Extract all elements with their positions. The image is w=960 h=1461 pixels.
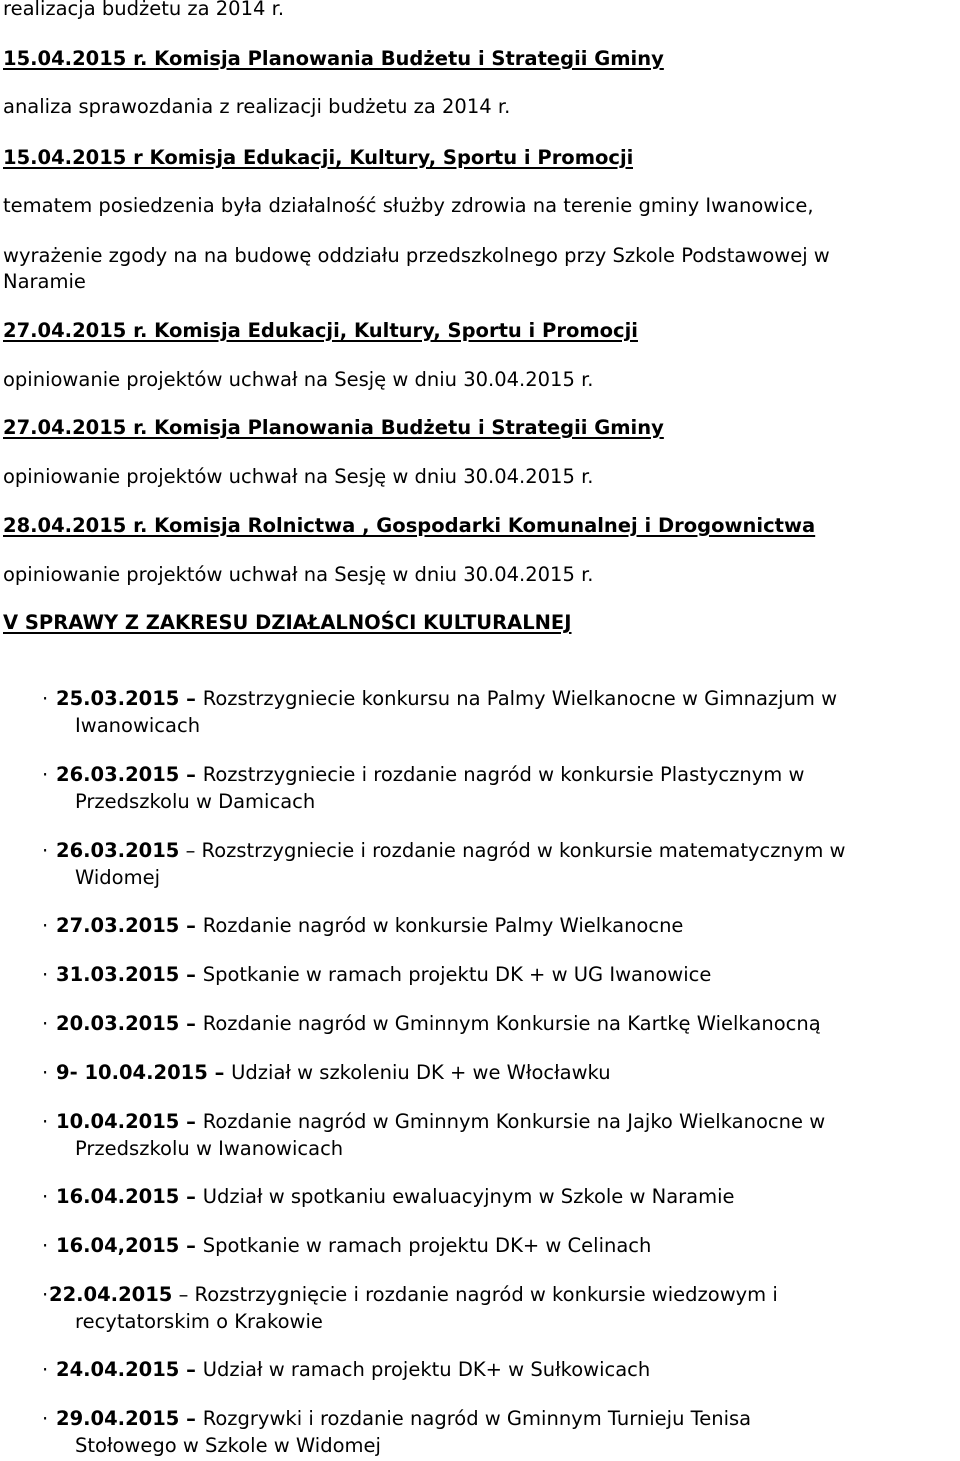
meeting-heading-text: 15.04.2015 r Komisja Edukacji, Kultury, Sportu i Promocji bbox=[3, 146, 634, 169]
event-dash: – bbox=[172, 1283, 195, 1306]
event-date: 29.04.2015 bbox=[56, 1407, 180, 1430]
event-dash: – bbox=[179, 1110, 203, 1133]
event-line bbox=[56, 962, 957, 988]
meeting-description-cont: Naramie bbox=[3, 270, 86, 293]
event-text: Rozdanie nagród w konkursie Palmy Wielkanocne bbox=[202, 914, 684, 937]
list-item bbox=[42, 686, 957, 740]
event-text: Rozstrzygnięcie i rozdanie nagród w konkursie wiedzowym i bbox=[194, 1283, 778, 1306]
event-dash: – bbox=[179, 1407, 203, 1430]
event-text: Spotkanie w ramach projektu DK + w UG Iwanowice bbox=[202, 963, 712, 986]
event-line bbox=[56, 1109, 957, 1135]
list-item bbox=[42, 962, 957, 990]
event-text: Rozdanie nagród w Gminnym Konkursie na Kartkę Wielkanocną bbox=[202, 1012, 821, 1035]
event-dash: – bbox=[179, 1358, 203, 1381]
event-text: Rozstrzygniecie i rozdanie nagród w konkursie matematycznym w bbox=[201, 839, 846, 862]
list-item bbox=[42, 1233, 957, 1261]
meeting-description: analiza sprawozdania z realizacji budżetu za 2014 r. bbox=[3, 95, 511, 118]
event-date: 9- 10.04.2015 bbox=[56, 1061, 208, 1084]
meeting-description: opiniowanie projektów uchwał na Sesję w dniu 30.04.2015 r. bbox=[3, 465, 594, 488]
bullet: · bbox=[42, 963, 49, 986]
event-text: Udział w spotkaniu ewaluacyjnym w Szkole w Naramie bbox=[202, 1185, 735, 1208]
event-line bbox=[56, 762, 957, 788]
event-text-cont: Przedszkolu w Damicach bbox=[75, 790, 316, 813]
bullet: · bbox=[42, 1358, 49, 1381]
event-dash: – bbox=[179, 963, 203, 986]
event-line bbox=[56, 1060, 957, 1086]
list-item bbox=[42, 913, 957, 941]
meeting-heading-budget-commission: 27.04.2015 r. Komisja Planowania Budżetu i Strategii Gminy bbox=[3, 416, 664, 439]
event-text: Spotkanie w ramach projektu DK+ w Celinach bbox=[202, 1234, 652, 1257]
list-item bbox=[42, 1357, 957, 1385]
event-dash: – bbox=[179, 914, 203, 937]
meeting-heading-education-commission: 27.04.2015 r. Komisja Edukacji, Kultury, Sportu i Promocji bbox=[3, 319, 638, 342]
budget-line: realizacja budżetu za 2014 r. bbox=[3, 0, 285, 20]
event-line bbox=[56, 838, 957, 864]
event-line bbox=[56, 1011, 957, 1037]
event-line bbox=[56, 913, 957, 939]
event-line bbox=[49, 1282, 957, 1308]
event-date: 16.04,2015 bbox=[56, 1234, 180, 1257]
event-text: Rozstrzygniecie i rozdanie nagród w konkursie Plastycznym w bbox=[202, 763, 805, 786]
event-line bbox=[56, 1406, 957, 1432]
list-item bbox=[42, 1060, 957, 1088]
event-line bbox=[56, 1233, 957, 1259]
event-text-cont: Przedszkolu w Iwanowicach bbox=[75, 1137, 344, 1160]
bullet: · bbox=[42, 763, 49, 786]
event-dash: – bbox=[207, 1061, 232, 1084]
meeting-heading-agriculture-commission: 28.04.2015 r. Komisja Rolnictwa , Gospodarki Komunalnej i Drogownictwa bbox=[3, 514, 816, 537]
event-text-cont: Iwanowicach bbox=[75, 714, 201, 737]
list-item bbox=[42, 1406, 957, 1460]
event-line bbox=[56, 1184, 957, 1210]
bullet: · bbox=[42, 1407, 49, 1430]
list-item bbox=[42, 1282, 957, 1336]
event-dash: – bbox=[179, 839, 202, 862]
event-line bbox=[56, 686, 957, 712]
event-line bbox=[56, 1357, 957, 1383]
bullet: · bbox=[42, 1061, 49, 1084]
event-date: 16.04.2015 bbox=[56, 1185, 180, 1208]
meeting-description: opiniowanie projektów uchwał na Sesję w dniu 30.04.2015 r. bbox=[3, 563, 594, 586]
event-text-cont: Stołowego w Szkole w Widomej bbox=[75, 1434, 381, 1457]
event-dash: – bbox=[179, 687, 203, 710]
meeting-heading-education-commission bbox=[3, 146, 633, 170]
meeting-description: wyrażenie zgody na na budowę oddziału przedszkolnego przy Szkole Podstawowej w bbox=[3, 244, 830, 267]
section-heading: V SPRAWY Z ZAKRESU DZIAŁALNOŚCI KULTURALNEJ bbox=[3, 611, 572, 634]
event-dash: – bbox=[179, 763, 203, 786]
event-date: 22.04.2015 bbox=[49, 1283, 173, 1306]
list-item bbox=[42, 1109, 957, 1163]
event-text: Rozdanie nagród w Gminnym Konkursie na Jajko Wielkanocne w bbox=[202, 1110, 826, 1133]
event-dash: – bbox=[179, 1234, 203, 1257]
bullet: · bbox=[42, 1283, 49, 1306]
event-dash: – bbox=[179, 1185, 203, 1208]
bullet: · bbox=[42, 1012, 49, 1035]
event-text: Rozgrywki i rozdanie nagród w Gminnym Turnieju Tenisa bbox=[202, 1407, 752, 1430]
bullet: · bbox=[42, 839, 49, 862]
event-date: 27.03.2015 bbox=[56, 914, 180, 937]
meeting-description: tematem posiedzenia była działalność służby zdrowia na terenie gminy Iwanowice, bbox=[3, 194, 814, 217]
event-text: Rozstrzygniecie konkursu na Palmy Wielkanocne w Gimnazjum w bbox=[202, 687, 838, 710]
meeting-description: opiniowanie projektów uchwał na Sesję w dniu 30.04.2015 r. bbox=[3, 368, 594, 391]
event-date: 10.04.2015 bbox=[56, 1110, 180, 1133]
bullet: · bbox=[42, 1234, 49, 1257]
event-date: 24.04.2015 bbox=[56, 1358, 180, 1381]
event-text: Udział w ramach projektu DK+ w Sułkowicach bbox=[202, 1358, 651, 1381]
list-item bbox=[42, 838, 957, 892]
meeting-heading-budget-commission: 15.04.2015 r. Komisja Planowania Budżetu i Strategii Gminy bbox=[3, 47, 664, 70]
event-date: 26.03.2015 bbox=[56, 839, 180, 862]
event-text-cont: Widomej bbox=[75, 866, 160, 889]
list-item bbox=[42, 1011, 957, 1039]
bullet: · bbox=[42, 1110, 49, 1133]
bullet: · bbox=[42, 1185, 49, 1208]
event-date: 20.03.2015 bbox=[56, 1012, 180, 1035]
event-date: 25.03.2015 bbox=[56, 687, 180, 710]
list-item bbox=[42, 1184, 957, 1212]
event-dash: – bbox=[179, 1012, 203, 1035]
event-text: Udział w szkoleniu DK + we Włocławku bbox=[231, 1061, 611, 1084]
bullet: · bbox=[42, 687, 49, 710]
bullet: · bbox=[42, 914, 49, 937]
event-date: 26.03.2015 bbox=[56, 763, 180, 786]
event-date: 31.03.2015 bbox=[56, 963, 180, 986]
event-text-cont: recytatorskim o Krakowie bbox=[75, 1310, 323, 1333]
list-item bbox=[42, 762, 957, 816]
